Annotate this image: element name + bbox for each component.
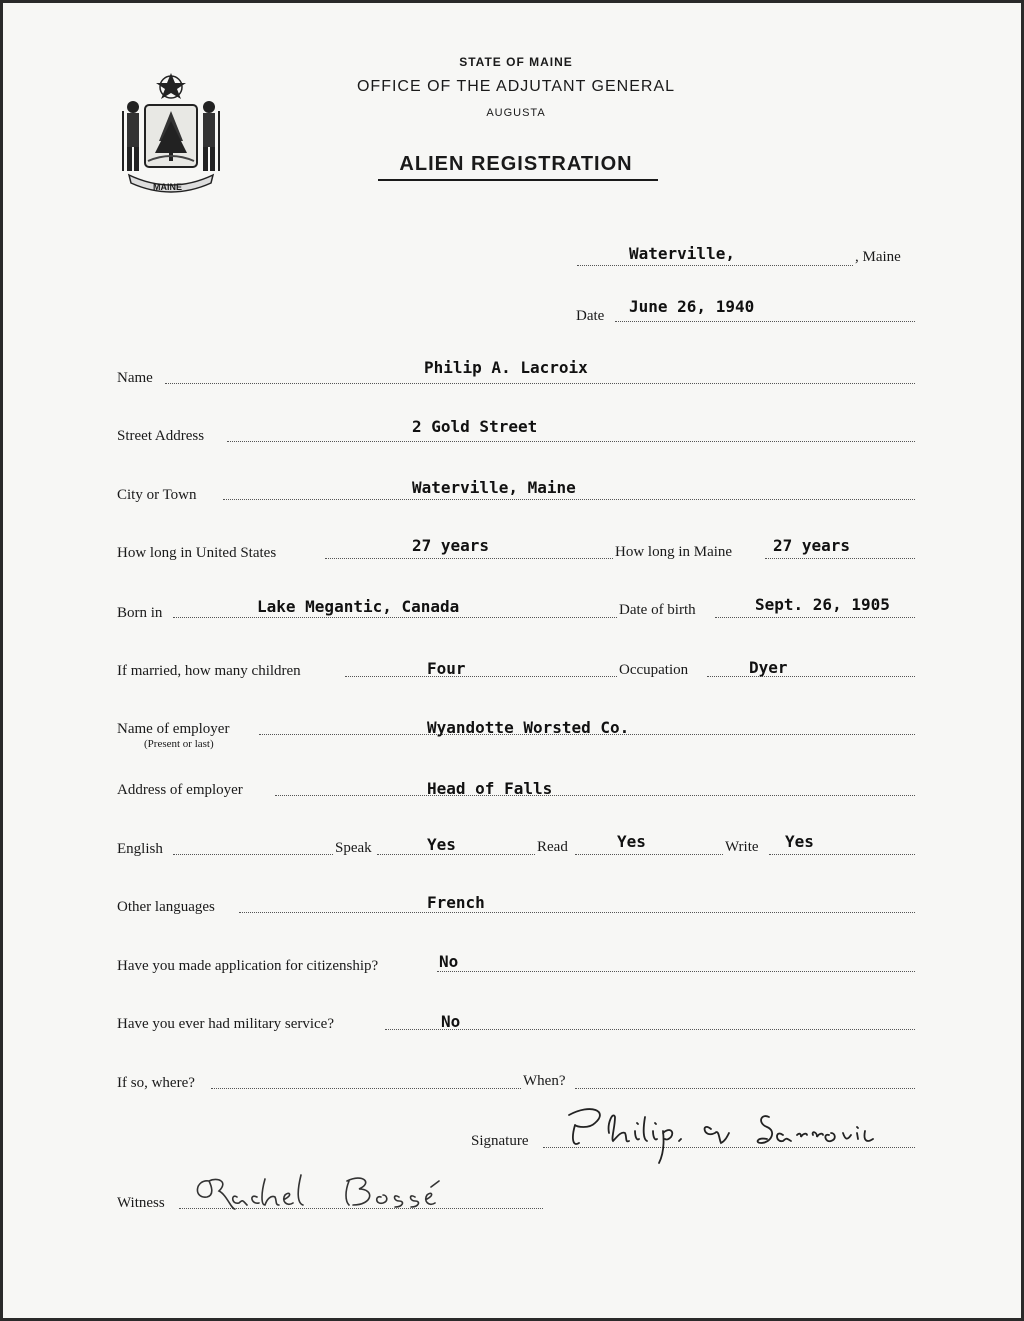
maine-years-label: How long in Maine — [615, 544, 733, 560]
maine-years-dots — [765, 558, 915, 559]
name-dots — [165, 383, 915, 384]
write-value: Yes — [785, 832, 814, 851]
date-value: June 26, 1940 — [629, 297, 755, 316]
dob-label: Date of birth — [619, 602, 696, 618]
city-heading: AUGUSTA — [486, 107, 546, 119]
military-value: No — [441, 1012, 461, 1031]
read-value: Yes — [617, 832, 646, 851]
other-languages-value: French — [427, 893, 485, 912]
us-years-value: 27 years — [412, 536, 490, 555]
when-dots — [575, 1088, 915, 1089]
speak-value: Yes — [427, 835, 456, 854]
read-label: Read — [537, 839, 568, 855]
maine-years-value: 27 years — [773, 536, 851, 555]
other-languages-dots — [239, 912, 915, 913]
city-value: Waterville, Maine — [412, 478, 576, 497]
street-dots — [227, 441, 915, 442]
born-dots — [173, 617, 617, 618]
street-value: 2 Gold Street — [412, 417, 538, 436]
date-dots — [615, 321, 915, 322]
speak-label: Speak — [335, 840, 372, 856]
city-dots — [223, 499, 915, 500]
employer-address-label: Address of employer — [117, 782, 243, 798]
witness-label: Witness — [117, 1195, 165, 1211]
write-dots — [769, 854, 915, 855]
speak-dots — [377, 854, 535, 855]
english-dots — [173, 854, 333, 855]
citizenship-dots — [437, 971, 915, 972]
occupation-value: Dyer — [749, 658, 788, 677]
employer-sublabel: (Present or last) — [144, 738, 214, 750]
citizenship-label: Have you made application for citizenship? — [117, 958, 379, 974]
occupation-dots — [707, 676, 915, 677]
employer-value: Wyandotte Worsted Co. — [427, 718, 630, 737]
witness-handwriting — [189, 1165, 479, 1215]
signature-handwriting — [561, 1103, 911, 1153]
other-languages-label: Other languages — [117, 899, 215, 915]
military-label: Have you ever had military service? — [117, 1016, 334, 1032]
date-label: Date — [576, 308, 605, 324]
employer-label: Name of employer — [117, 721, 230, 737]
form-title: ALIEN REGISTRATION — [399, 153, 633, 175]
name-value: Philip A. Lacroix — [424, 358, 588, 377]
when-label: When? — [523, 1073, 566, 1089]
born-value: Lake Megantic, Canada — [257, 597, 460, 616]
citizenship-value: No — [439, 952, 459, 971]
name-label: Name — [117, 370, 153, 386]
born-label: Born in — [117, 605, 163, 621]
where-dots — [211, 1088, 521, 1089]
read-dots — [575, 854, 723, 855]
title-underline — [378, 179, 658, 181]
city-label: City or Town — [117, 487, 197, 503]
english-label: English — [117, 841, 163, 857]
employer-address-value: Head of Falls — [427, 779, 553, 798]
state-heading: STATE OF MAINE — [459, 55, 573, 69]
registration-form-page — [3, 3, 1021, 1318]
write-label: Write — [725, 839, 759, 855]
employer-address-dots — [275, 795, 915, 796]
place-dots — [577, 265, 853, 266]
seal-banner-label: MAINE — [153, 182, 182, 192]
where-label: If so, where? — [117, 1075, 195, 1091]
dob-value: Sept. 26, 1905 — [755, 595, 890, 614]
place-value: Waterville, — [629, 244, 735, 263]
children-dots — [345, 676, 617, 677]
us-years-label: How long in United States — [117, 545, 277, 561]
dob-dots — [715, 617, 915, 618]
military-dots — [385, 1029, 915, 1030]
us-years-dots — [325, 558, 613, 559]
signature-label: Signature — [471, 1133, 529, 1149]
place-suffix-label: , Maine — [855, 249, 901, 265]
street-label: Street Address — [117, 428, 205, 444]
children-value: Four — [427, 659, 466, 678]
children-label: If married, how many children — [117, 663, 301, 679]
occupation-label: Occupation — [619, 662, 689, 678]
office-heading: OFFICE OF THE ADJUTANT GENERAL — [356, 78, 676, 95]
